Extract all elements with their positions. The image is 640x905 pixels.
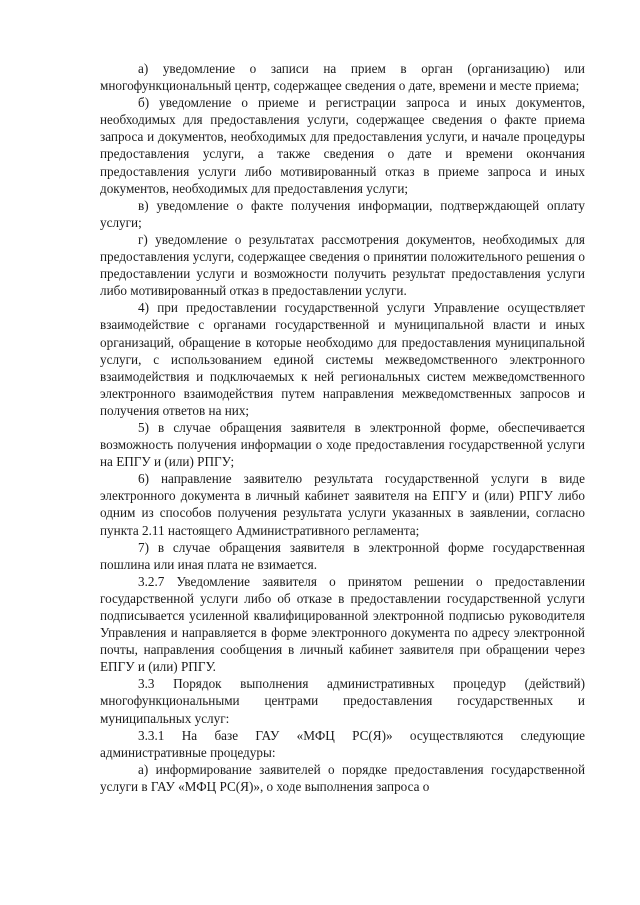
paragraph-a-informing: а) информирование заявителей о порядке предоставления государственной услуги в ГАУ «МФЦ РС(Я)», о ходе выполнения запроса о <box>100 761 585 794</box>
document-page <box>100 60 585 795</box>
paragraph-b-registration-notice: б) уведомление о приеме и регистрации запроса и иных документов, необходимых для предоставления услуги, содержащее сведения о факте приема запроса и документов, необходимых для предоставления услуги, и начале процедуры предоставления услуги, а также сведения о дате и времени окончания предоставления услуги либо мотивированный отказ в приеме запроса и иных документов, необходимых для предоставления услуги; <box>100 95 585 196</box>
paragraph-6-result-delivery: 6) направление заявителю результата государственной услуги в виде электронного документа в личный кабинет заявителя на ЕПГУ и (или) РПГУ либо одним из способов получения результата услуги указанных в заявлении, согласно пункта 2.11 настоящего Административного регламента; <box>100 471 585 538</box>
paragraph-v-payment-notice: в) уведомление о факте получения информации, подтверждающей оплату услуги; <box>100 197 585 230</box>
paragraph-7-no-fee: 7) в случае обращения заявителя в электронной форме государственная пошлина или иная плата не взимается. <box>100 539 585 572</box>
paragraph-a-appointment-notice: а) уведомление о записи на прием в орган (организацию) или многофункциональный центр, содержащее сведения о дате, времени и месте приема; <box>100 61 585 94</box>
paragraph-3-2-7-decision-notice: 3.2.7 Уведомление заявителя о принятом решении о предоставлении государственной услуги либо об отказе в предоставлении государственной услуги подписывается усиленной квалифицированной электронной подписью руководителя Управления и направляется в форме электронного документа по адресу электронной почты, направления сообщения в личный кабинет заявителя при обращении через ЕПГУ и (или) РПГУ. <box>100 573 585 675</box>
paragraph-5-progress-info: 5) в случае обращения заявителя в электронной форме, обеспечивается возможность получения информации о ходе предоставления государственной услуги на ЕПГУ и (или) РПГУ; <box>100 419 585 470</box>
paragraph-3-3-mfc-procedures: 3.3 Порядок выполнения административных процедур (действий) многофункциональными центрами предоставления государственных и муниципальных услуг: <box>100 676 585 726</box>
paragraph-3-3-1-mfc-base: 3.3.1 На базе ГАУ «МФЦ РС(Я)» осуществляются следующие административные процедуры: <box>100 727 585 760</box>
paragraph-g-results-notice: г) уведомление о результатах рассмотрения документов, необходимых для предоставления услуги, содержащее сведения о принятии положительного решения о предоставлении услуги и возможности получить результат предоставления услуги либо мотивированный отказ в предоставлении услуги. <box>100 231 585 299</box>
paragraph-4-interagency: 4) при предоставлении государственной услуги Управление осуществляет взаимодействие с органами государственной и муниципальной власти и иных организаций, обращение в которые необходимо для предоставления муниципальной услуги, с использованием единой системы межведомственного электронного взаимодействия и подключаемых к ней региональных систем межведомственного электронного взаимодействия путем направления межведомственных запросов и получения ответов на них; <box>100 300 585 418</box>
